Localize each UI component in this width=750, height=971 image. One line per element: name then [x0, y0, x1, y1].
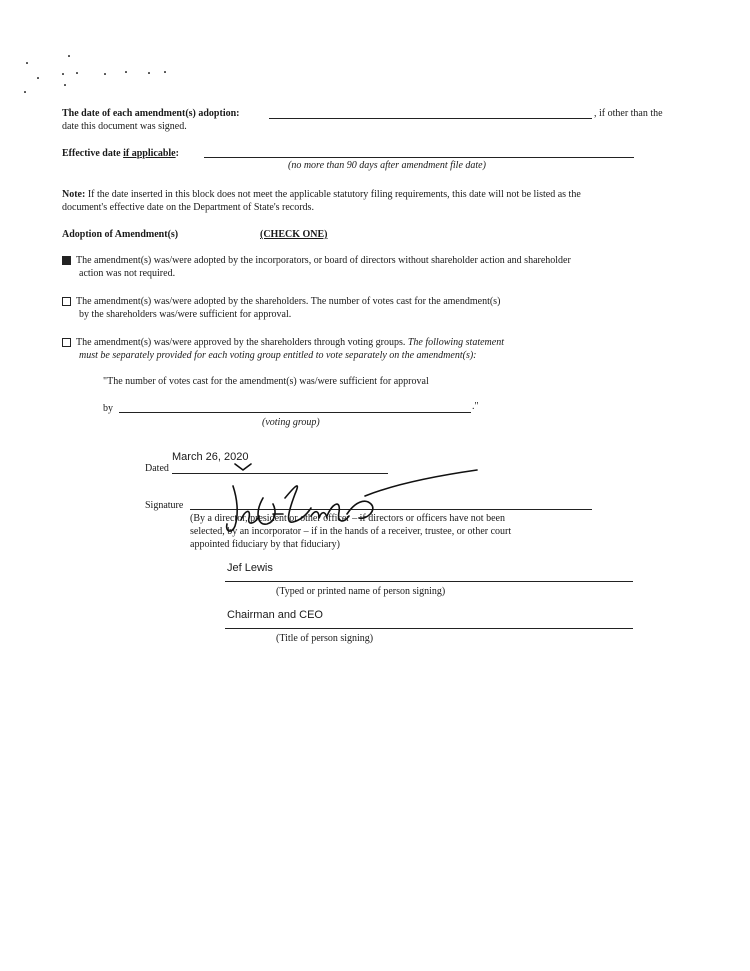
printed-name-caption: (Typed or printed name of person signing) — [276, 586, 446, 597]
dated-value: March 26, 2020 — [172, 451, 249, 463]
option-3-line1: The amendment(s) was/were approved by the shareholders through voting groups. The following statement — [76, 337, 504, 348]
option-3-checkbox[interactable] — [62, 338, 71, 347]
voting-group-field[interactable] — [119, 412, 471, 413]
signer-title: Chairman and CEO — [227, 609, 323, 621]
signature-note-line1: (By a director, president or other officer – if directors or officers have not been — [190, 513, 505, 524]
option-1-checkbox[interactable] — [62, 256, 71, 265]
printed-name-field[interactable] — [225, 581, 633, 582]
note-paragraph: Note: If the date inserted in this block does not meet the applicable statutory filing requirements, this date will not be listed as the — [62, 189, 581, 200]
option-1-line2: action was not required. — [79, 268, 176, 279]
amendment-date-field[interactable] — [269, 118, 592, 119]
option-2-line1: The amendment(s) was/were adopted by the shareholders. The number of votes cast for the amendment(s) — [76, 296, 501, 307]
amendment-date-suffix: , if other than the — [594, 108, 663, 119]
option-2-line2: by the shareholders was/were sufficient for approval. — [79, 309, 292, 320]
signature-note-line3: appointed fiduciary by that fiduciary) — [190, 539, 340, 550]
option-2-checkbox[interactable] — [62, 297, 71, 306]
title-field[interactable] — [225, 628, 633, 629]
effective-date-note: (no more than 90 days after amendment file date) — [288, 160, 486, 171]
votes-statement: "The number of votes cast for the amendment(s) was/were sufficient for approval — [103, 376, 429, 387]
option-1-line1: The amendment(s) was/were adopted by the incorporators, or board of directors without shareholder action and shareholder — [76, 255, 571, 266]
effective-date-field[interactable] — [204, 157, 634, 158]
title-caption: (Title of person signing) — [276, 633, 374, 644]
option-3-line2: must be separately provided for each voting group entitled to vote separately on the amendment(s): — [79, 350, 477, 361]
check-one-label: (CHECK ONE) — [260, 229, 328, 240]
signature-note-line2: selected, by an incorporator – if in the hands of a receiver, trustee, or other court — [190, 526, 512, 537]
by-label: by — [103, 403, 113, 414]
by-close-quote: ." — [472, 401, 479, 412]
adoption-heading: Adoption of Amendment(s) — [62, 229, 179, 240]
dated-label: Dated — [145, 463, 169, 474]
amendment-date-label: The date of each amendment(s) adoption: — [62, 108, 240, 119]
voting-group-caption: (voting group) — [262, 417, 320, 428]
amendment-date-continuation: date this document was signed. — [62, 121, 187, 132]
effective-date-label: Effective date if applicable: — [62, 148, 179, 159]
note-paragraph-line2: document's effective date on the Department of State's records. — [62, 202, 314, 213]
printed-name: Jef Lewis — [227, 562, 273, 574]
signature-label: Signature — [145, 500, 184, 511]
handwritten-signature — [215, 458, 495, 548]
